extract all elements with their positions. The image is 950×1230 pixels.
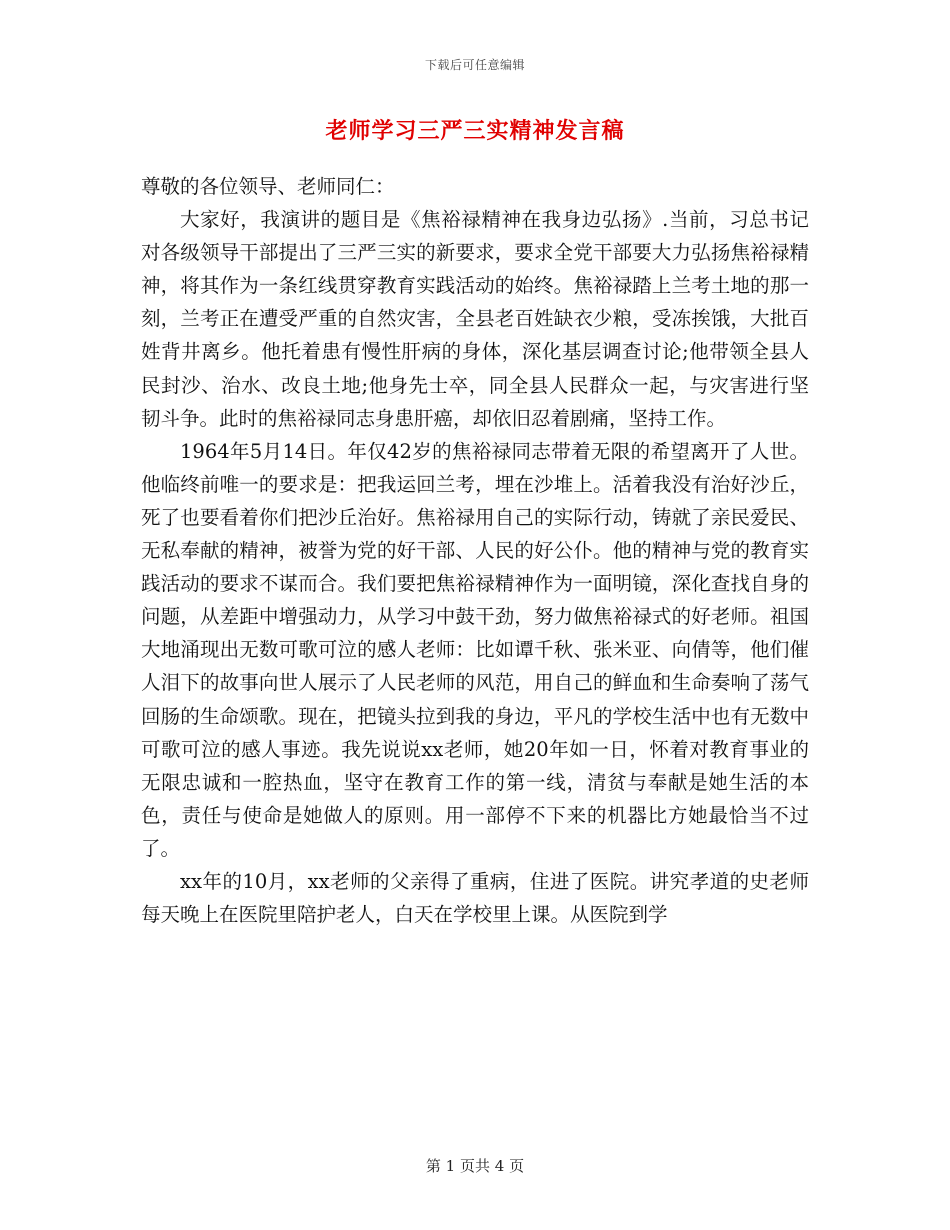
document-body: [141, 170, 809, 931]
document-title: 老师学习三严三实精神发言稿: [325, 118, 625, 144]
paragraph-1: 大家好，我演讲的题目是《焦裕禄精神在我身边弘扬》.当前，习总书记对各级领导干部提出了三严三实的新要求，要求全党干部要大力弘扬焦裕禄精神，将其作为一条红线贯穿教育实践活动的始终。焦裕禄踏上兰考土地的那一刻，兰考正在遭受严重的自然灾害，全县老百姓缺衣少粮，受冻挨饿，大批百姓背井离乡。他托着患有慢性肝病的身体，深化基层调查讨论;他带领全县人民封沙、治水、改良土地;他身先士卒，同全县人民群众一起，与灾害进行坚韧斗争。此时的焦裕禄同志身患肝癌，却依旧忍着剧痛，坚持工作。: [141, 208, 809, 430]
page-number: 第 1 页共 4 页: [425, 1157, 525, 1175]
paragraph-3: xx年的10月，xx老师的父亲得了重病，住进了医院。讲究孝道的史老师每天晚上在医院里陪护老人，白天在学校里上课。从医院到学: [141, 869, 809, 927]
header-note: 下载后可任意编辑: [424, 58, 525, 72]
salutation: 尊敬的各位领导、老师同仁：: [141, 175, 395, 198]
paragraph-2: 1964年5月14日。年仅42岁的焦裕禄同志带着无限的希望离开了人世。他临终前唯一的要求是：把我运回兰考，埋在沙堆上。活着我没有治好沙丘，死了也要看着你们把沙丘治好。焦裕禄用自己的实际行动，铸就了亲民爱民、无私奉献的精神，被誉为党的好干部、人民的好公仆。他的精神与党的教育实践活动的要求不谋而合。我们要把焦裕禄精神作为一面明镜，深化查找自身的问题，从差距中增强动力，从学习中鼓干劲，努力做焦裕禄式的好老师。祖国大地涌现出无数可歌可泣的感人老师：比如谭千秋、张米亚、向倩等，他们催人泪下的故事向世人展示了人民老师的风范，用自己的鲜血和生命奏响了荡气回肠的生命颂歌。现在，把镜头拉到我的身边，平凡的学校生活中也有无数中可歌可泣的感人事迹。我先说说xx老师，她20年如一日，怀着对教育事业的无限忠诚和一腔热血，坚守在教育工作的第一线，清贫与奉献是她生活的本色，责任与使命是她做人的原则。用一部停不下来的机器比方她最恰当不过了。: [141, 439, 809, 860]
